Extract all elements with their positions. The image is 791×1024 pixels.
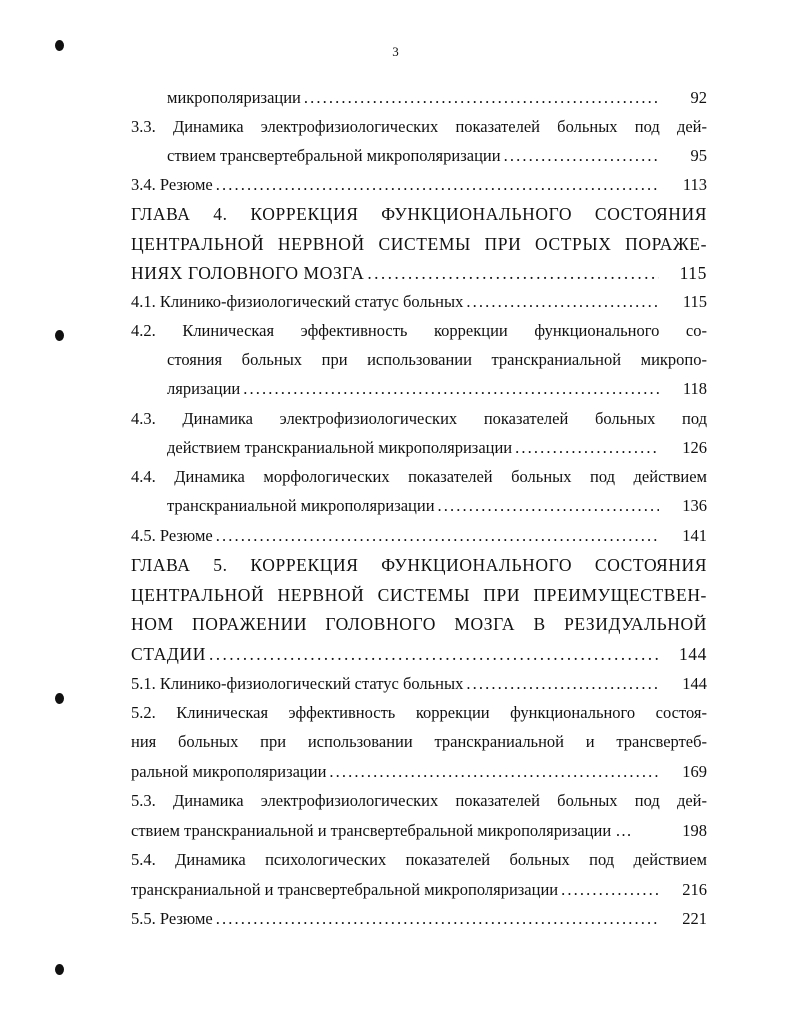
toc-entry[interactable]: ния больных при использовании транскраниальной и трансвертеб- [131, 732, 707, 751]
toc-entry[interactable]: 4.2. Клиническая эффективность коррекции функционального со- [131, 321, 707, 340]
dot-leader [216, 908, 659, 930]
dot-leader [466, 673, 659, 695]
toc-entry-title: 5.1. Клинико-физиологический статус больных [131, 674, 464, 693]
toc-entry[interactable]: стояния больных при использовании транскраниальной микропо- [167, 350, 707, 369]
toc-entry[interactable] [131, 879, 707, 901]
toc-entry[interactable] [131, 673, 707, 695]
toc-entry[interactable]: 5.2. Клиническая эффективность коррекции функционального состоя- [131, 703, 707, 722]
dot-leader [367, 262, 659, 284]
dot-leader [243, 378, 659, 400]
toc-entry-title: СТАДИИ [131, 644, 206, 664]
toc-entry-page: 115 [679, 263, 707, 283]
dot-leader [216, 174, 659, 196]
toc-entry-page: 95 [690, 146, 707, 165]
dot-leader [438, 495, 659, 517]
toc-entry-title: транскраниальной микрополяризации [167, 496, 435, 515]
dot-leader [466, 291, 659, 313]
toc-entry-page: 126 [682, 438, 707, 457]
toc-entry-page: 118 [682, 379, 707, 398]
toc-entry[interactable] [131, 174, 707, 196]
dot-leader [515, 437, 659, 459]
toc-entry[interactable]: 4.3. Динамика электрофизиологических показателей больных под [131, 409, 707, 428]
dot-leader [304, 87, 659, 109]
chapter-heading[interactable]: ГЛАВА 4. КОРРЕКЦИЯ ФУНКЦИОНАЛЬНОГО СОСТОЯНИЯ [131, 204, 707, 224]
toc-entry-page: 144 [682, 674, 707, 693]
chapter-heading[interactable] [131, 643, 707, 665]
toc-entry[interactable]: 4.4. Динамика морфологических показателей больных под действием [131, 467, 707, 486]
toc-entry[interactable] [131, 820, 707, 842]
toc-entry-page: 221 [682, 909, 707, 928]
toc-entry-page: 115 [682, 292, 707, 311]
dot-leader [216, 525, 659, 547]
toc-entry-title: ствием транскраниальной и трансвертебральной микрополяризации … [131, 821, 632, 840]
toc-entry-title: ляризации [167, 379, 241, 398]
toc-entry-page: 144 [678, 644, 707, 664]
toc-entry-title: ствием трансвертебральной микрополяризации [167, 146, 501, 165]
dot-leader [209, 643, 659, 665]
toc-entry[interactable]: 3.3. Динамика электрофизиологических показателей больных под дей- [131, 117, 707, 136]
dot-leader [561, 879, 659, 901]
toc-entry[interactable] [131, 291, 707, 313]
toc-entry-title: ральной микрополяризации [131, 762, 327, 781]
toc-entry-title: транскраниальной и трансвертебральной микрополяризации [131, 880, 559, 899]
toc-entry[interactable] [167, 145, 707, 167]
toc-entry-page: 113 [682, 175, 707, 194]
toc-entry-title: микрополяризации [167, 88, 301, 107]
chapter-heading[interactable]: ЦЕНТРАЛЬНОЙ НЕРВНОЙ СИСТЕМЫ ПРИ ПРЕИМУЩЕСТВЕН- [131, 585, 707, 605]
toc-entry[interactable] [131, 908, 707, 930]
toc-entry-title: НИЯХ ГОЛОВНОГО МОЗГА [131, 263, 365, 283]
toc-entry-page: 216 [682, 880, 707, 899]
toc-entry-title: 4.5. Резюме [131, 526, 213, 545]
chapter-heading[interactable]: ЦЕНТРАЛЬНОЙ НЕРВНОЙ СИСТЕМЫ ПРИ ОСТРЫХ ПОРАЖЕ- [131, 234, 707, 254]
chapter-heading[interactable] [131, 262, 707, 284]
chapter-heading[interactable]: НОМ ПОРАЖЕНИИ ГОЛОВНОГО МОЗГА В РЕЗИДУАЛЬНОЙ [131, 614, 707, 634]
toc-entry[interactable] [131, 761, 707, 783]
toc-entry[interactable] [167, 437, 707, 459]
toc-entry-title: 3.4. Резюме [131, 175, 213, 194]
dot-leader [504, 145, 659, 167]
toc-entry[interactable] [167, 495, 707, 517]
page-number: 3 [392, 44, 399, 59]
toc-entry[interactable] [131, 525, 707, 547]
toc-entry[interactable] [167, 378, 707, 400]
toc-entry[interactable] [167, 87, 707, 109]
chapter-heading[interactable]: ГЛАВА 5. КОРРЕКЦИЯ ФУНКЦИОНАЛЬНОГО СОСТОЯНИЯ [131, 555, 707, 575]
toc-entry[interactable]: 5.4. Динамика психологических показателей больных под действием [131, 850, 707, 869]
toc-entry-title: действием транскраниальной микрополяризации [167, 438, 513, 457]
toc-entry-page: 136 [682, 496, 707, 515]
toc-entry-page: 198 [682, 821, 707, 840]
toc-entry-title: 5.5. Резюме [131, 909, 213, 928]
toc-entry[interactable]: 5.3. Динамика электрофизиологических показателей больных под дей- [131, 791, 707, 810]
toc-entry-page: 92 [690, 88, 707, 107]
binding-hole-mark [55, 330, 64, 341]
binding-hole-mark [55, 693, 64, 704]
dot-leader [329, 761, 659, 783]
binding-hole-mark [55, 964, 64, 975]
toc-entry-page: 141 [682, 526, 707, 545]
toc-entry-page: 169 [682, 762, 707, 781]
toc-entry-title: 4.1. Клинико-физиологический статус больных [131, 292, 464, 311]
